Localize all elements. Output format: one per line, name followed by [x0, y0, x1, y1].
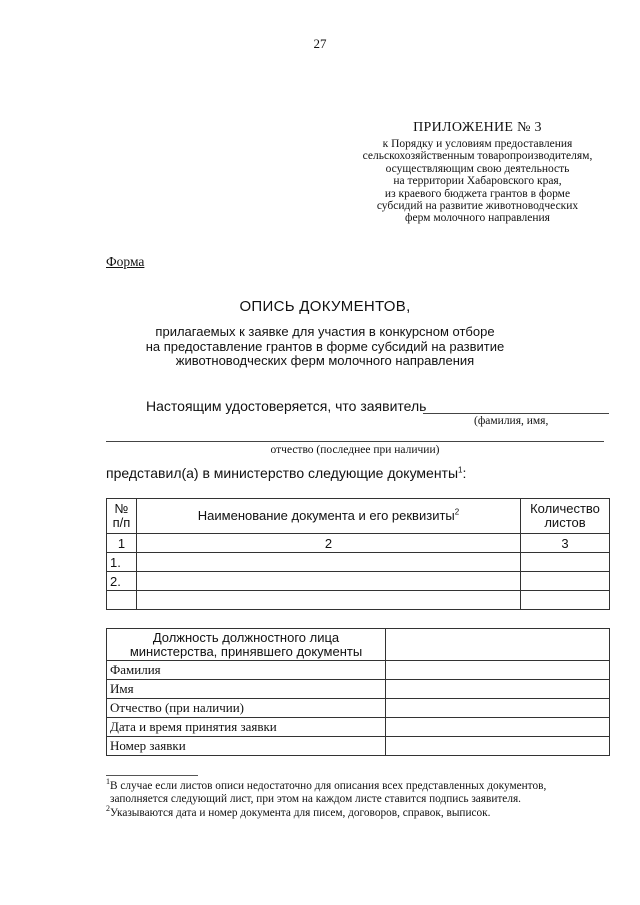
footnote-separator	[106, 775, 198, 776]
footnote-mark: 2	[106, 804, 110, 814]
sheet-count-cell[interactable]	[521, 591, 610, 610]
application-number-label: Номер заявки	[107, 737, 386, 756]
receipt-datetime-value[interactable]	[386, 718, 610, 737]
footnote-1	[106, 777, 616, 805]
header-count-line1: Количество	[530, 501, 600, 516]
first-name-label: Имя	[107, 680, 386, 699]
patronymic-value[interactable]	[386, 699, 610, 718]
document-title: ОПИСЬ ДОКУМЕНТОВ,	[239, 298, 411, 315]
footnote-ref: 1	[458, 465, 463, 475]
table-row	[107, 661, 610, 680]
surname-value[interactable]	[386, 661, 610, 680]
appendix-line: субсидий на развитие животноводческих	[376, 200, 579, 213]
column-number: 1	[107, 534, 137, 553]
official-header-line1: Должность должностного лица	[152, 629, 340, 645]
table-row	[107, 591, 610, 610]
footnote-text: Указываются дата и номер документа для писем, договоров, справок, выписок.	[110, 807, 491, 819]
sheet-count-cell[interactable]	[521, 572, 610, 591]
footnote-text: В случае если листов описи недостаточно для описания всех представленных документов,	[110, 780, 547, 792]
row-number: 1.	[107, 553, 137, 572]
column-number: 3	[521, 534, 610, 553]
header-number	[107, 499, 137, 534]
first-name-value[interactable]	[386, 680, 610, 699]
table-row	[107, 718, 610, 737]
certify-text: Настоящим удостоверяется, что заявитель	[146, 398, 427, 414]
application-number-value[interactable]	[386, 737, 610, 756]
table-row	[107, 553, 610, 572]
appendix-line: сельскохозяйственным товаропроизводителям,	[362, 150, 593, 163]
appendix-line: осуществляющим свою деятельность	[385, 162, 570, 175]
applicant-patronymic-field[interactable]	[106, 441, 604, 442]
official-info-table	[106, 628, 610, 756]
footnote-ref: 2	[454, 507, 460, 517]
footnote-mark: 1	[106, 777, 110, 787]
official-position-label	[107, 629, 386, 661]
official-position-value[interactable]	[386, 629, 610, 661]
documents-table	[106, 498, 610, 610]
submitted-text-body: представил(а) в министерство следующие документы	[106, 465, 459, 481]
footnote-2	[106, 804, 616, 820]
row-number: 2.	[107, 572, 137, 591]
patronymic-label: Отчество (при наличии)	[107, 699, 386, 718]
header-number-line2: п/п	[112, 515, 131, 530]
appendix-line: ферм молочного направления	[405, 212, 550, 225]
column-number: 2	[137, 534, 521, 553]
document-name-cell[interactable]	[137, 553, 521, 572]
patronymic-hint: отчество (последнее при наличии)	[270, 444, 440, 456]
header-sheet-count	[521, 499, 610, 534]
fio-hint: (фамилия, имя,	[474, 415, 549, 427]
table-row	[107, 699, 610, 718]
row-number	[107, 591, 137, 610]
official-header-row	[107, 629, 610, 661]
page-number: 27	[313, 36, 327, 51]
column-number-row	[107, 534, 610, 553]
appendix-line: на территории Хабаровского края,	[393, 175, 562, 188]
appendix-title: ПРИЛОЖЕНИЕ № 3	[413, 120, 542, 135]
table-row	[107, 680, 610, 699]
surname-label: Фамилия	[107, 661, 386, 680]
appendix-block	[330, 120, 625, 225]
subtitle-line: животноводческих ферм молочного направления	[175, 353, 475, 369]
table-header-row	[107, 499, 610, 534]
footnote-text: заполняется следующий лист, при этом на каждом листе ставится подпись заявителя.	[110, 792, 521, 805]
header-count-line2: листов	[544, 515, 586, 530]
header-name-text: Наименование документа и его реквизиты	[197, 508, 455, 523]
official-header-line2: министерства, принявшего документы	[129, 643, 363, 659]
appendix-line: из краевого бюджета грантов в форме	[384, 187, 571, 200]
sheet-count-cell[interactable]	[521, 553, 610, 572]
submitted-text: представил(а) в министерство следующие документы$^1$:	[106, 465, 467, 481]
form-label: Форма	[106, 254, 145, 269]
document-name-cell[interactable]	[137, 572, 521, 591]
document-name-cell[interactable]	[137, 591, 521, 610]
table-row	[107, 572, 610, 591]
appendix-line: к Порядку и условиям предоставления	[382, 138, 573, 150]
header-number-line1: №	[114, 501, 129, 516]
table-row	[107, 737, 610, 756]
document-title-block	[100, 298, 550, 369]
receipt-datetime-label: Дата и время принятия заявки	[107, 718, 386, 737]
applicant-name-field[interactable]	[423, 413, 609, 414]
subtitle-line: прилагаемых к заявке для участия в конкурсном отборе	[155, 324, 495, 339]
header-document-name	[137, 499, 521, 534]
subtitle-line: на предоставление грантов в форме субсидий на развитие	[145, 338, 505, 354]
